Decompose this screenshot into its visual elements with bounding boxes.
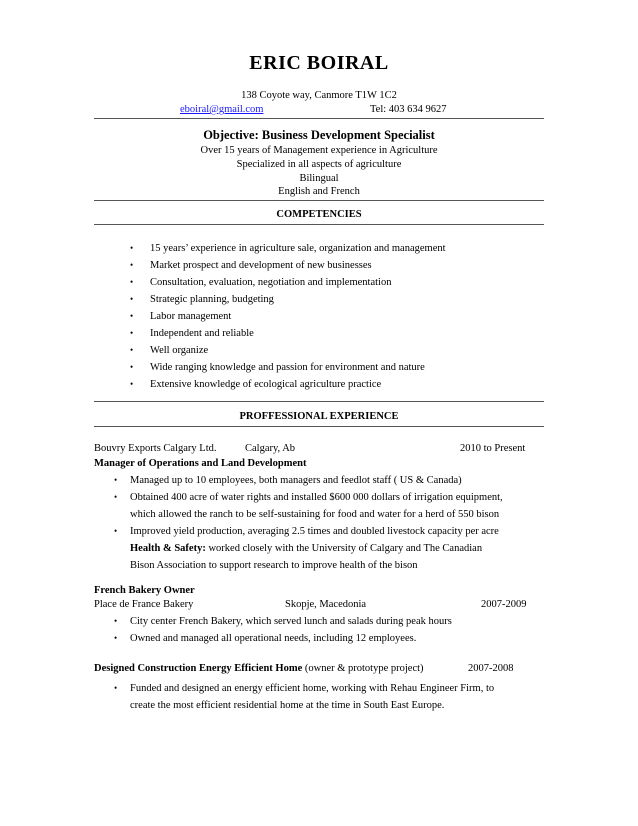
job-location: Skopje, Macedonia — [285, 599, 367, 610]
job-dates: 2007-2008 — [468, 663, 514, 674]
list-item: • Independent and reliable — [126, 325, 446, 342]
list-item: • 15 years’ experience in agriculture sale, organization and management — [126, 240, 446, 257]
competencies-heading: COMPETENCIES — [276, 209, 362, 220]
header-divider — [94, 118, 544, 119]
job-bullets — [110, 472, 503, 574]
bullet-icon: • — [114, 475, 118, 485]
job-bullets — [110, 613, 452, 647]
objective-line: English and French — [278, 186, 360, 197]
phone: Tel: 403 634 9627 — [370, 104, 447, 115]
candidate-name: ERIC BOIRAL — [249, 52, 389, 74]
bullet-icon: • — [130, 260, 134, 270]
bullet-icon: • — [114, 616, 118, 626]
email-link[interactable]: eboiral@gmail.com — [180, 104, 264, 115]
objective-line: Over 15 years of Management experience in Agriculture — [200, 145, 438, 156]
bullet-icon: • — [114, 683, 118, 693]
competencies-list — [126, 240, 446, 393]
list-item: • Wide ranging knowledge and passion for environment and nature — [126, 359, 446, 376]
list-item: • Managed up to 10 employees, both managers and feedlot staff ( US & Canada) — [110, 472, 503, 489]
competencies-divider — [94, 224, 544, 225]
bullet-icon: • — [130, 345, 134, 355]
health-safety-label: Health & Safety: — [130, 543, 206, 554]
bullet-icon: • — [130, 277, 134, 287]
objective-divider — [94, 200, 544, 201]
list-item: • Well organize — [126, 342, 446, 359]
job-subtitle: (owner & prototype project) — [302, 663, 424, 674]
list-item: • Obtained 400 acre of water rights and installed $600 000 dollars of irrigation equipment, which allowed the ranch to be self-sustaining for food and water for a herd of 550 bison — [110, 489, 503, 523]
job-company: Place de France Bakery — [94, 599, 194, 610]
job-company: Bouvry Exports Calgary Ltd. — [94, 443, 217, 454]
list-item: • City center French Bakery, which served lunch and salads during peak hours — [110, 613, 452, 630]
job-location: Calgary, Ab — [245, 443, 296, 454]
bullet-icon: • — [130, 311, 134, 321]
list-item: • Market prospect and development of new businesses — [126, 257, 446, 274]
job-dates: 2010 to Present — [460, 443, 526, 454]
job-title: Designed Construction Energy Efficient Home — [94, 663, 303, 674]
list-item: • Labor management — [126, 308, 446, 325]
bullet-icon: • — [130, 328, 134, 338]
address: 138 Coyote way, Canmore T1W 1C2 — [241, 90, 397, 101]
list-item: • Improved yield production, averaging 2.5 times and doubled livestock capacity per acre Health & Safety: worked closely with the University of Calgary and The Canadian Bison Association to support research to improve health of the bison — [110, 523, 503, 574]
experience-heading: PROFFESSIONAL EXPERIENCE — [239, 411, 399, 422]
bullet-icon: • — [130, 294, 134, 304]
job-dates: 2007-2009 — [481, 599, 527, 610]
bullet-icon: • — [114, 526, 118, 536]
objective-line: Bilingual — [299, 173, 339, 184]
objective-line: Specialized in all aspects of agriculture — [236, 159, 402, 170]
list-item: • Consultation, evaluation, negotiation and implementation — [126, 274, 446, 291]
experience-divider — [94, 426, 544, 427]
list-item: • Strategic planning, budgeting — [126, 291, 446, 308]
job-bullets — [110, 680, 494, 714]
job-title: Manager of Operations and Land Development — [94, 458, 307, 469]
objective-title: Objective: Business Development Specialist — [203, 128, 435, 142]
bullet-icon: • — [130, 362, 134, 372]
bullet-icon: • — [130, 243, 134, 253]
bullet-icon: • — [114, 633, 118, 643]
list-item: • Funded and designed an energy efficient home, working with Rehau Engineer Firm, to create the most efficient residential home at the time in South East Europe. — [110, 680, 494, 714]
job-title-line — [94, 663, 424, 674]
bullet-icon: • — [114, 492, 118, 502]
job-title: French Bakery Owner — [94, 585, 195, 596]
list-item: • Extensive knowledge of ecological agriculture practice — [126, 376, 446, 393]
experience-top-divider — [94, 401, 544, 402]
list-item: • Owned and managed all operational needs, including 12 employees. — [110, 630, 452, 647]
bullet-icon: • — [130, 379, 134, 389]
